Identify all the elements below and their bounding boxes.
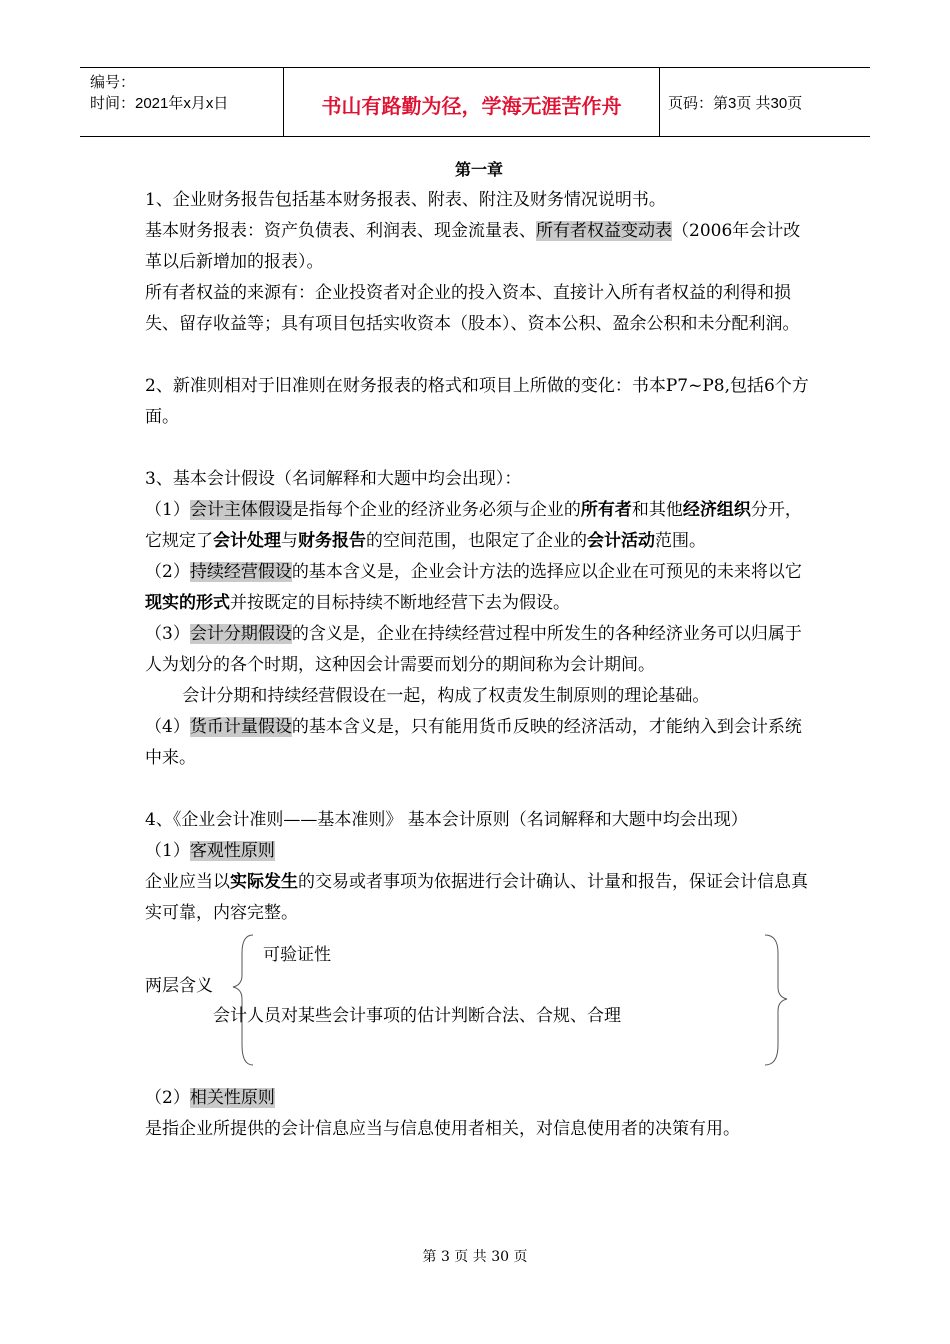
s4-principle-2-text: 是指企业所提供的会计信息应当与信息使用者相关，对信息使用者的决策有用。 [145,1119,740,1139]
s4-principle-2-heading [145,1083,813,1114]
s2-text: 2、新准则相对于旧准则在财务报表的格式和项目上所做的变化：书本P7~P8,包括6个方面。 [145,376,809,427]
text: 并按既定的目标持续不断地经营下去为假设。 [230,593,570,613]
num: （1） [145,500,190,520]
s3-title: 3、基本会计假设（名词解释和大题中均会出现）： [145,469,522,489]
text: 是指每个企业的经济业务必须与企业的 [291,500,581,520]
date-label: 时间：2021年x月x日 [90,95,229,112]
document-body [145,154,813,1145]
text: 基本财务报表：资产负债表、利润表、现金流量表、 [145,221,536,241]
s4-title: 4、《企业会计准则——基本准则》 基本会计原则（名词解释和大题中均会出现） [145,810,748,830]
text: 的基本含义是，只有能用货币反映的经济活动，才能纳入到会计系统中来。 [145,717,802,768]
motto: 书山有路勤为径，学海无涯苦作舟 [321,94,622,118]
right-brace-icon [765,935,787,1065]
s3-note: 会计分期和持续经营假设在一起，构成了权责发生制原则的理论基础。 [182,686,710,706]
highlight: 会计分期假设 [189,624,292,644]
header-page-info: 页码：第3页 共30页 [668,95,803,112]
s3-item-1 [145,495,813,557]
num: （4） [145,717,190,737]
num: （1） [145,841,190,861]
left-brace-icon [233,935,253,1065]
bold: 会计活动 [587,531,655,551]
highlight: 所有者权益变动表 [536,221,672,241]
meaning-1: 可验证性 [263,945,331,965]
meaning-2: 会计人员对某些会计事项的估计判断合法、合规、合理 [213,1006,621,1026]
s3-item-2 [145,557,813,619]
header-left-cell [80,68,283,136]
number-label: 编号： [90,74,136,91]
text: 范围。 [655,531,706,551]
bold: 经济组织 [682,500,751,520]
text: 企业应当以 [145,872,230,892]
s3-item-3 [145,619,813,681]
two-meanings-diagram [145,929,813,1069]
bold: 实际发生 [230,872,298,892]
header-middle-cell [283,68,660,136]
s1-equity-source: 所有者权益的来源有：企业投资者对企业的投入资本、直接计入所有者权益的利得和损失、留存收益等；具有项目包括实收资本（股本）、资本公积、盈余公积和未分配利润。 [145,283,800,334]
highlight: 会计主体假设 [189,500,292,520]
page-footer: 第 3 页 共 30 页 [422,1249,528,1265]
s3-item-4 [145,712,813,774]
brace-shapes [145,929,813,1069]
text: 的基本含义是，企业会计方法的选择应以企业在可预见的未来将以它 [291,562,802,582]
text: 与 [281,531,298,551]
bold: 财务报告 [298,531,366,551]
s4-principle-1-text [145,867,813,929]
bold: 所有者 [580,500,632,520]
text: 的空间范围，也限定了企业的 [366,531,587,551]
num: （2） [145,562,190,582]
bold: 现实的形式 [145,593,230,613]
bold: 会计处理 [213,531,281,551]
text: 的含义是，企业在持续经营过程中所发生的各种经济业务可以归属于人为划分的各个时期，这种因会计需要而划分的期间称为会计期间。 [145,624,802,675]
text: 和其他 [631,500,683,520]
highlight: 持续经营假设 [189,562,292,582]
text: 分开，它规定了 [145,500,802,551]
num: （3） [145,624,190,644]
highlight: 货币计量假设 [189,717,292,737]
text: （2006年会计改革以后新增加的报表）。 [145,221,801,272]
page-header [80,67,870,137]
s1-basic-statements [145,216,813,278]
s1-intro: 1、企业财务报告包括基本财务报表、附表、附注及财务情况说明书。 [145,190,666,210]
highlight: 客观性原则 [189,841,275,861]
highlight: 相关性原则 [189,1088,275,1108]
s4-principle-1-heading [145,836,813,867]
num: （2） [145,1088,190,1108]
text: 的交易或者事项为依据进行会计确认、计量和报告，保证会计信息真实可靠，内容完整。 [145,872,808,923]
two-meanings-label: 两层含义 [145,976,213,996]
chapter-title: 第一章 [454,160,503,179]
